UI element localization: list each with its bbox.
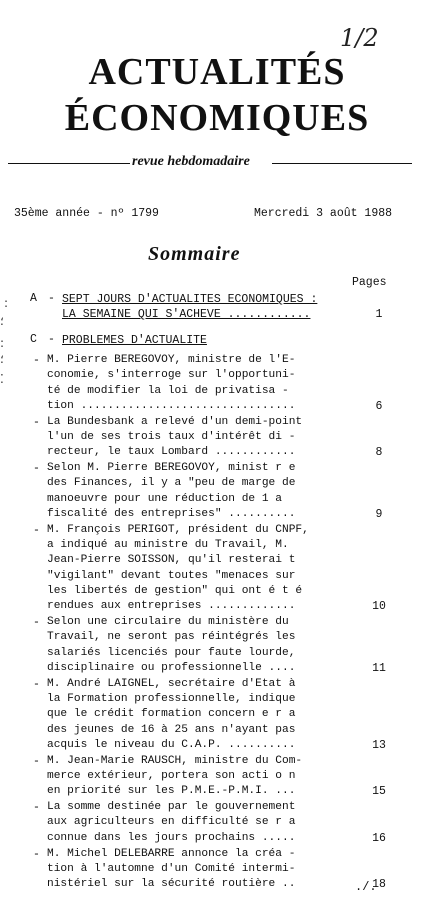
entry-line: M. André LAIGNEL, secrétaire d'Etat à <box>47 677 296 690</box>
entry-text <box>47 353 355 414</box>
subtitle-rule-left <box>8 163 130 164</box>
entry-page-number: 11 <box>372 661 386 675</box>
entry-line: "vigilant" devant toutes "menaces sur <box>47 569 296 582</box>
pages-column-label: Pages <box>352 276 387 289</box>
toc-entry <box>33 353 433 415</box>
entry-page-number: 18 <box>372 878 386 892</box>
entry-page-number: 16 <box>372 831 386 845</box>
entry-line: nistériel sur la sécurité routière .. <box>47 878 296 891</box>
entry-text <box>47 800 355 846</box>
entry-dash: - <box>33 677 40 691</box>
entry-line: té de modifier la loi de privatisa - <box>47 384 289 397</box>
section-heading-line: LA SEMAINE QUI S'ACHEVE ............ <box>62 308 311 321</box>
toc-entry <box>33 615 433 677</box>
margin-mark: ⁚ <box>0 372 4 386</box>
section-page-number: 1 <box>375 308 383 321</box>
entry-line: merce extérieur, portera son acti o n <box>47 770 296 783</box>
entry-text <box>47 461 355 522</box>
entry-line: Selon une circulaire du ministère du <box>47 616 289 629</box>
entry-text <box>47 677 355 753</box>
toc-entry <box>33 677 433 754</box>
entry-dash: - <box>33 462 40 476</box>
entry-line: La Bundesbank a relevé d'un demi-point <box>47 415 303 428</box>
entry-line: Travail, ne seront pas réintégrés les <box>47 631 296 644</box>
entry-page-number: 9 <box>375 507 383 521</box>
entry-line: tion ................................ <box>47 399 296 412</box>
masthead-title-line2: ÉCONOMIQUES <box>64 97 370 139</box>
toc-entry <box>33 523 433 615</box>
handwritten-page-note: 1/2 <box>340 24 379 52</box>
continuation-mark: ./. <box>355 880 377 894</box>
entry-line: connue dans les jours prochains ..... <box>47 831 296 844</box>
entry-line: M. François PERIGOT, président du CNPF, <box>47 523 309 536</box>
entry-dash: - <box>33 754 40 768</box>
entry-text <box>47 615 355 676</box>
toc-entry <box>33 415 433 461</box>
entry-line: a indiqué au ministre du Travail, M. <box>47 539 289 552</box>
entry-text <box>47 847 355 893</box>
entry-line: que le crédit formation concern e r a <box>47 708 296 721</box>
section-heading-line: SEPT JOURS D'ACTUALITES ECONOMIQUES : <box>62 293 318 306</box>
entry-line: en priorité sur les P.M.E.-P.M.I. ... <box>47 785 296 798</box>
entry-line: M. Jean-Marie RAUSCH, ministre du Com- <box>47 754 303 767</box>
entry-line: disciplinaire ou professionnelle .... <box>47 661 296 674</box>
toc-entry <box>33 461 433 523</box>
entry-dash: - <box>33 523 40 537</box>
section-letter: A <box>30 292 37 305</box>
entry-line: fiscalité des entreprises" .......... <box>47 507 296 520</box>
entry-page-number: 10 <box>372 600 386 614</box>
section-heading-line: PROBLEMES D'ACTUALITE <box>62 334 207 347</box>
entry-line: Jean-Pierre SOISSON, qu'il resterai t <box>47 554 296 567</box>
issue-date: Mercredi 3 août 1988 <box>254 207 393 220</box>
subtitle-rule-right <box>272 163 412 164</box>
summary-title: Sommaire <box>148 243 241 265</box>
entry-line: manoeuvre pour une réduction de 1 a <box>47 492 282 505</box>
entry-dash: - <box>33 415 40 429</box>
entry-text <box>47 523 355 615</box>
entry-page-number: 8 <box>375 446 383 460</box>
entry-page-number: 13 <box>372 738 386 752</box>
entry-page-number: 15 <box>372 785 386 799</box>
entry-line: tion à l'automne d'un Comité intermi- <box>47 862 296 875</box>
margin-mark: : <box>0 336 5 350</box>
section-dash: - <box>48 292 55 305</box>
entry-line: rendues aux entreprises ............. <box>47 600 296 613</box>
toc-entry <box>33 754 433 800</box>
entry-line: M. Michel DELEBARRE annonce la créa - <box>47 847 296 860</box>
entry-dash: - <box>33 354 40 367</box>
entry-page-number: 6 <box>375 399 383 413</box>
entry-line: recteur, le taux Lombard ............ <box>47 446 296 459</box>
entry-dash: - <box>33 616 40 630</box>
masthead-title-line1: ACTUALITÉS <box>88 51 346 93</box>
entry-dash: - <box>33 847 40 861</box>
margin-mark: : <box>4 296 9 310</box>
entry-line: conomie, s'interroge sur l'opportuni- <box>47 369 296 382</box>
masthead-subtitle: revue hebdomadaire <box>132 154 250 169</box>
entry-line: La somme destinée par le gouvernement <box>47 801 296 814</box>
entry-dash: - <box>33 801 40 815</box>
margin-mark: ؛ <box>0 352 4 366</box>
entry-line: M. Pierre BEREGOVOY, ministre de l'E- <box>47 354 296 366</box>
margin-mark: ؛ <box>0 314 4 328</box>
entry-line: des jeunes de 16 à 25 ans n'ayant pas <box>47 723 296 736</box>
entry-line: Selon M. Pierre BEREGOVOY, minist r e <box>47 462 296 475</box>
entry-line: l'un de ses trois taux d'intérêt di - <box>47 430 296 443</box>
toc-entry <box>33 800 433 846</box>
entry-line: des Finances, il y a "peu de marge de <box>47 477 296 490</box>
section-letter: C <box>30 333 37 346</box>
entry-text <box>47 754 355 800</box>
entry-line: salariés licenciés pour faute lourde, <box>47 646 296 659</box>
entry-line: aux agriculteurs en difficulté se r a <box>47 816 296 829</box>
entry-line: la Formation professionnelle, indique <box>47 693 296 706</box>
entry-text <box>47 415 355 461</box>
entry-line: les libertés de gestion" qui ont é t é <box>47 584 303 597</box>
issue-year-number: 35ème année - nº 1799 <box>14 207 159 220</box>
section-dash: - <box>48 333 55 346</box>
entry-line: acquis le niveau du C.A.P. .......... <box>47 738 296 751</box>
